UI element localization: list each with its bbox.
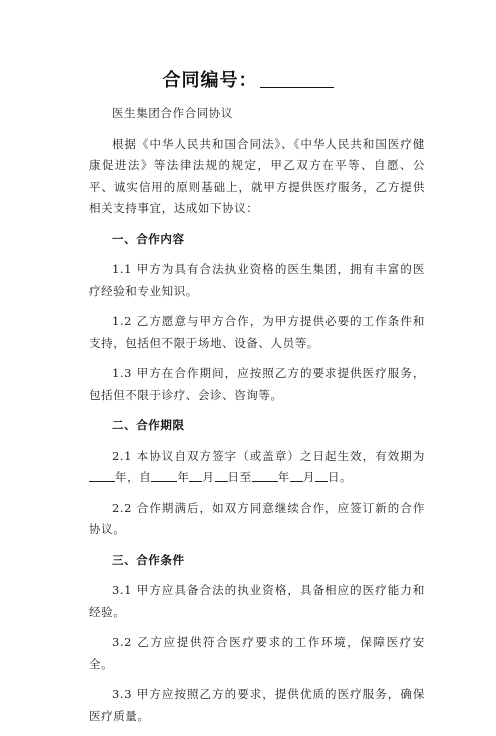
clause-2-2: 2.2 合作期满后，如双方同意继续合作，应签订新的合作协议。 [89,500,425,536]
document-body [89,103,425,736]
blank-end-day [315,468,328,482]
clause-2-1-text: 年 [177,470,190,484]
clause-2-1-text: 月 [202,470,215,484]
subtitle: 医生集团合作合同协议 [112,106,233,120]
clause-2-1-text: 日至 [227,470,252,484]
clause-1-1: 1.1 甲方为具有合法执业资格的医生集团，拥有丰富的医疗经验和专业知识。 [89,262,425,298]
contract-number-title [0,66,496,92]
clause-2-1-text: 月 [302,470,315,484]
clause-3-2: 3.2 乙方应提供符合医疗要求的工作环境，保障医疗安全。 [89,635,425,671]
clause-1-3: 1.3 甲方在合作期间，应按照乙方的要求提供医疗服务，包括但不限于诊疗、会诊、咨询等。 [89,366,425,402]
blank-years [89,468,115,482]
clause-3-3: 3.3 甲方应按照乙方的要求，提供优质的医疗服务，确保医疗质量。 [89,687,425,723]
clause-2-1 [89,446,425,489]
clause-2-1-text: 日。 [327,470,353,484]
preamble: 根据《中华人民共和国合同法》、《中华人民共和国医疗健康促进法》等法律法规的规定，甲乙双方在平等、自愿、公平、诚实信用的原则基础上，就甲方提供医疗服务，乙方提供相关支持事宜，达成如下协议： [89,136,425,215]
blank-end-month [290,468,303,482]
title-label: 合同编号： [162,70,258,91]
blank-start-year [151,468,177,482]
clause-2-1-text: 2.1 本协议自双方签字（或盖章）之日起生效，有效期为 [112,448,425,463]
blank-end-year [252,468,278,482]
clause-2-1-text: 年，自 [115,470,152,484]
blank-start-month [189,468,202,482]
section-heading-cooperation-content: 一、合作内容 [112,231,185,246]
section-heading-cooperation-conditions: 三、合作条件 [112,552,185,567]
contract-number-blank [260,71,334,88]
clause-2-1-text: 年 [277,470,290,484]
clause-1-2: 1.2 乙方愿意与甲方合作，为甲方提供必要的工作条件和支持，包括但不限于场地、设备、人员等。 [89,314,425,350]
clause-3-1: 3.1 甲方应具备合法的执业资格，具备相应的医疗能力和经验。 [89,583,425,619]
section-heading-cooperation-term: 二、合作期限 [112,418,185,432]
blank-start-day [215,468,228,482]
